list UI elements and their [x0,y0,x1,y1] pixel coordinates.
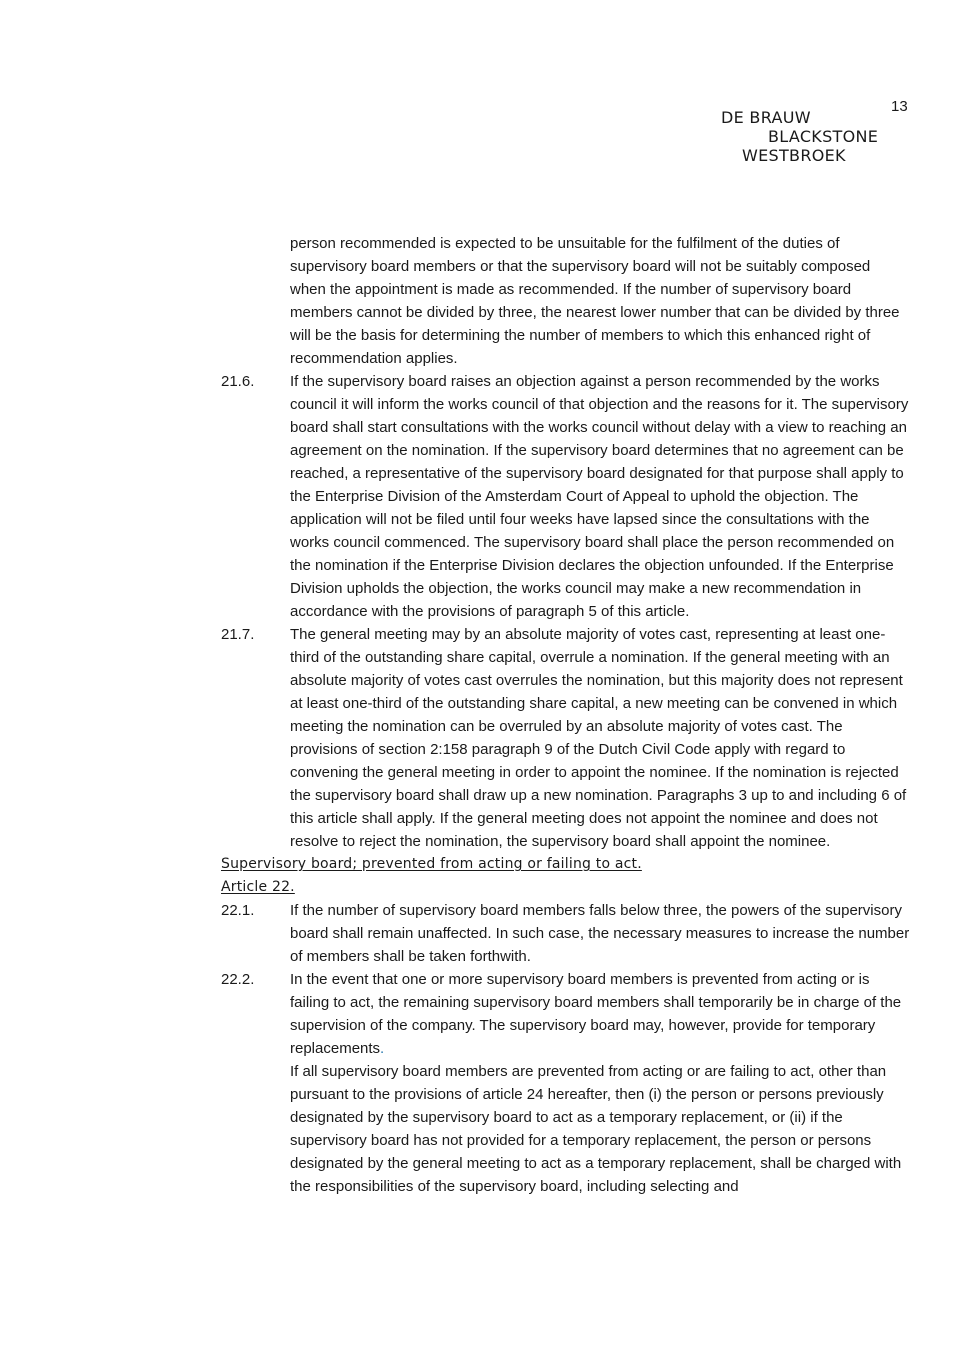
paragraph-22-2 [0,968,965,1198]
continuation-paragraph: person recommended is expected to be unsuitable for the fulfilment of the duties of supervisory board members or that the supervisory board will not be suitably composed when the appointment is made as recommended. If the number of supervisory board members cannot be divided by three, the nearest lower number that can be divided by three will be the basis for determining the number of members to which this enhanced right of recommendation applies. [290,235,900,367]
paragraph-21-6 [0,370,965,623]
paragraph-text [290,968,910,1060]
logo-line-1: DE BRAUW [721,108,811,127]
paragraph-number: 22.2. [221,971,255,988]
logo-line-3: WESTBROEK [742,146,846,165]
paragraph-number: 21.6. [221,373,255,390]
paragraph-number: 22.1. [221,902,255,919]
paragraph-text-main: In the event that one or more supervisory board members is prevented from acting or is failing to act, the remaining supervisory board members shall temporarily be in charge of the supervision of the company. The supervisory board may, however, provide for temporary replacements [290,971,902,1057]
article-heading: Article 22. [221,879,295,895]
paragraph-number: 21.7. [221,626,255,643]
paragraph-text: The general meeting may by an absolute majority of votes cast, representing at least one-third of the outstanding share capital, overrule a nomination. If the general meeting with an absolute majority of votes cast overrules the nomination, but this majority does not represent at least one-third of the outstanding share capital, a new meeting can be convened in which meeting the nomination can be overruled by an absolute majority of votes cast. The provisions of section 2:158 paragraph 9 of the Dutch Civil Code apply with regard to convening the general meeting in order to appoint the nominee. If the nomination is rejected the supervisory board shall draw up a new nomination. Paragraphs 3 up to and including 6 of this article shall apply. If the general meeting does not appoint the nominee and does not resolve to reject the nomination, the supervisory board shall appoint the nominee. [290,626,907,850]
logo-line-2: BLACKSTONE [768,127,879,146]
paragraph-text-continued: If all supervisory board members are prevented from acting or are failing to act, other than pursuant to the provisions of article 24 hereafter, then (i) the person or persons previously designated by the supervisory board to act as a temporary replacement, or (ii) if the supervisory board has not provided for a temporary replacement, the person or persons designated by the general meeting to act as a temporary replacement, shall be charged with the responsibilities of the supervisory board, including selecting and [290,1063,902,1195]
paragraph-21-7 [0,623,965,853]
paragraph-text: If the number of supervisory board members falls below three, the powers of the supervisory board shall remain unaffected. In such case, the necessary measures to increase the number of members shall be taken forthwith. [290,902,910,965]
section-heading: Supervisory board; prevented from acting or failing to act. [221,856,642,872]
page-number: 13 [891,98,908,115]
firm-logo [721,108,878,165]
paragraph-text: If the supervisory board raises an objection against a person recommended by the works council it will inform the works council of that objection and the reasons for it. The supervisory board shall start consultations with the works council without delay with a view to reaching an agreement on the nomination. If the supervisory board determines that no agreement can be reached, a representative of the supervisory board designated for that purpose shall apply to the Enterprise Division of the Amsterdam Court of Appeal to uphold the objection. The application will not be filed until four weeks have lapsed since the consultations with the works council commenced. The supervisory board shall place the person recommended on the nomination if the Enterprise Division declares the objection unfounded. If the Enterprise Division upholds the objection, the works council may make a new recommendation in accordance with the provisions of paragraph 5 of this article. [290,373,909,620]
paragraph-22-1 [0,899,965,968]
paragraph-text-end: . [380,1040,385,1057]
document-body [0,232,965,1198]
